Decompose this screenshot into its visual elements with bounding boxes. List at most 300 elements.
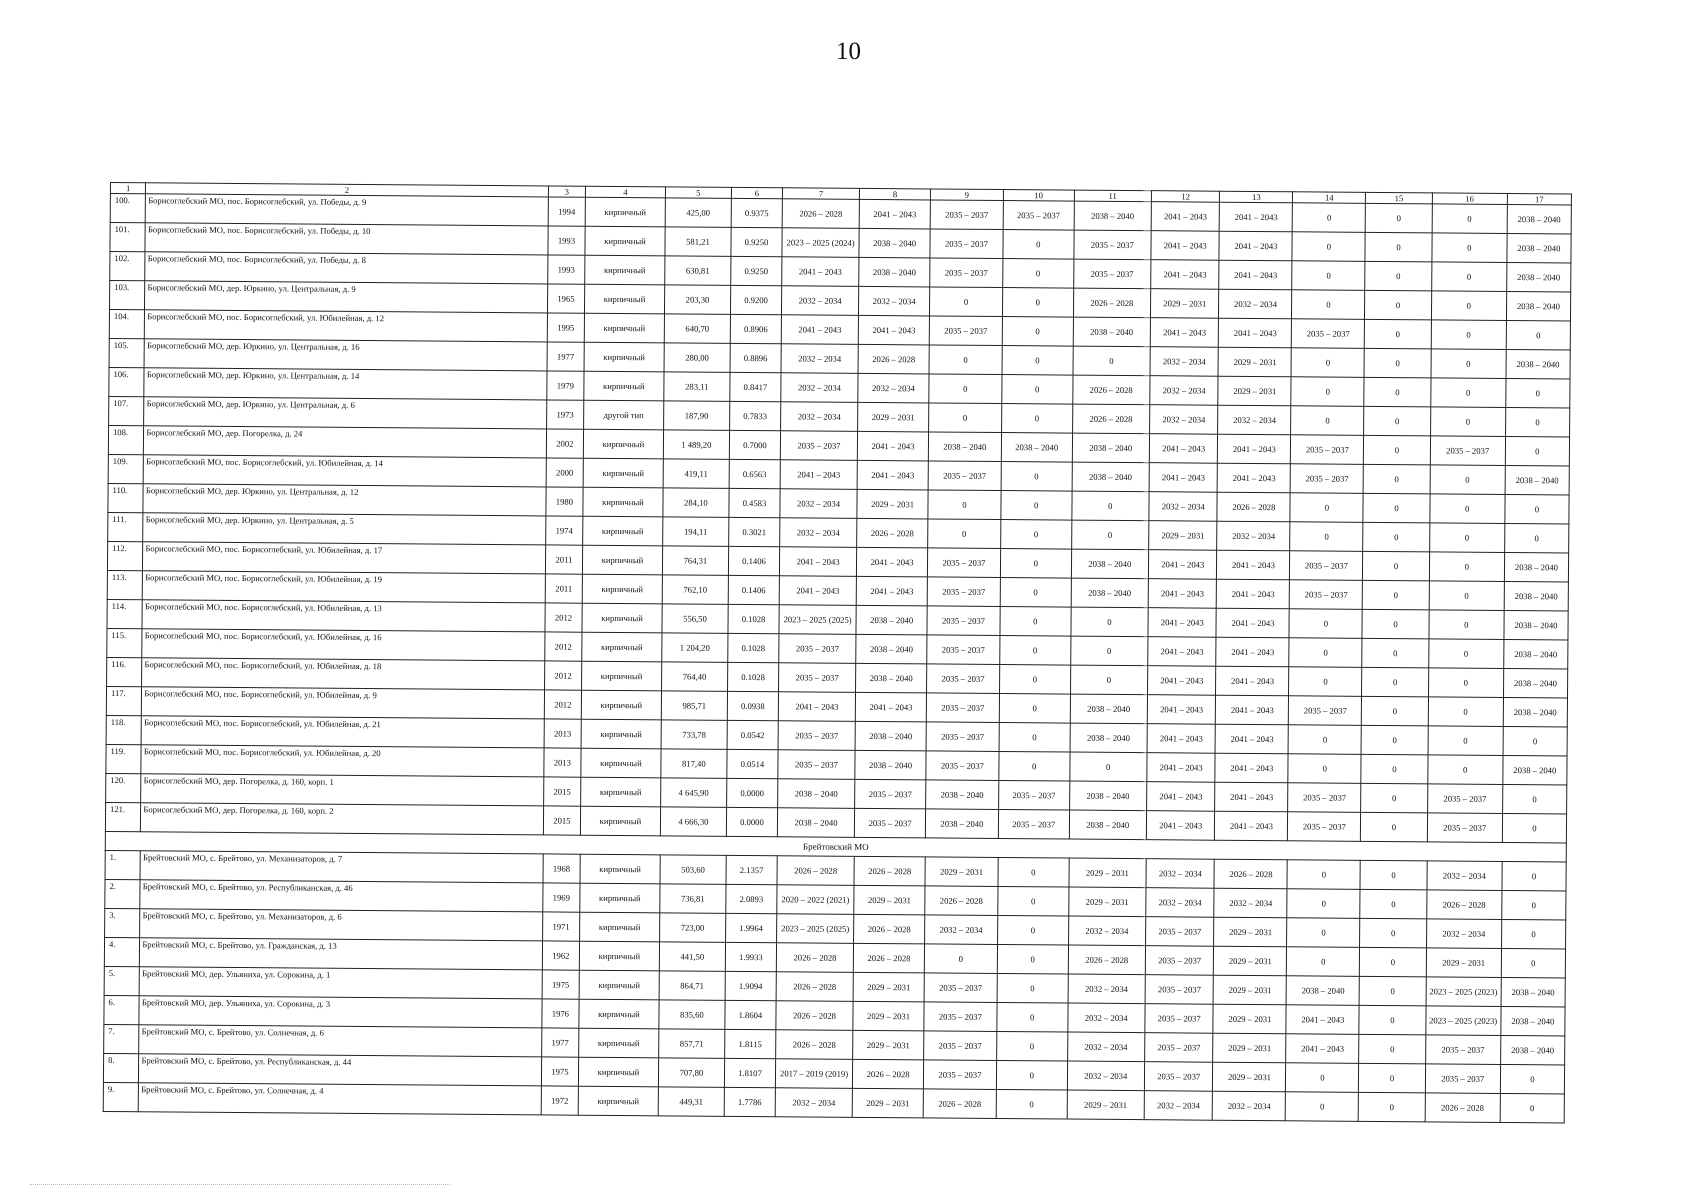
table-cell: 1 489,20 [663, 430, 730, 460]
table-cell: 2032 – 2034 [1067, 1003, 1145, 1033]
table-cell: 0 [999, 751, 1070, 781]
table-cell: 0.0542 [727, 720, 778, 749]
table-cell: 2032 – 2034 [1219, 289, 1292, 319]
table-cell: 0 [1429, 523, 1504, 553]
table-cell: 1973 [546, 400, 584, 429]
table-cell: 0 [1287, 889, 1360, 919]
row-number-cell: 2. [105, 879, 141, 908]
row-number-cell: 118. [106, 715, 142, 744]
row-number-cell: 107. [109, 396, 145, 425]
table-cell: 2026 – 2028 [776, 972, 854, 1002]
table-cell: 2041 – 2043 [859, 199, 930, 229]
table-cell: 2035 – 2037 [1291, 464, 1364, 494]
table-cell: 2038 – 2040 [1503, 697, 1567, 727]
scan-artifact-line [30, 1184, 450, 1185]
table-cell: 0 [1359, 1005, 1426, 1035]
table-cell: 1977 [547, 342, 585, 371]
table-cell: 1971 [542, 912, 580, 941]
table-cell: 0 [1000, 607, 1071, 637]
table-cell: 2029 – 2031 [1214, 975, 1287, 1005]
column-header: 14 [1293, 192, 1366, 204]
table-cell: 0.9250 [731, 256, 782, 285]
table-cell: кирпичный [581, 806, 661, 836]
table-cell: 0 [1073, 346, 1151, 376]
table-cell: 2029 – 2031 [1218, 376, 1291, 406]
table-cell: 2026 – 2028 [854, 914, 925, 944]
table-cell: 0 [1000, 636, 1071, 666]
table-cell: кирпичный [584, 342, 664, 372]
table-cell: кирпичный [582, 574, 662, 604]
table-cell: 425,00 [665, 198, 732, 228]
table-cell: 2035 – 2037 [855, 779, 926, 809]
table-cell: 2038 – 2040 [1001, 433, 1072, 463]
table-cell: 1979 [546, 371, 584, 400]
table-cell: 2032 – 2034 [781, 373, 859, 403]
table-cell: 0 [1430, 378, 1505, 408]
table-cell: 2035 – 2037 [1145, 975, 1214, 1005]
table-cell: 2029 – 2031 [1067, 1090, 1145, 1120]
table-cell: 2013 [543, 748, 581, 777]
table-cell: 2032 – 2034 [1214, 888, 1287, 918]
row-number-cell: 119. [106, 744, 142, 773]
table-cell: 0 [997, 944, 1068, 974]
table-cell: 2041 – 2043 [1216, 724, 1289, 754]
table-cell: 0 [1428, 697, 1503, 727]
table-cell: 0 [1430, 465, 1505, 495]
table-cell: 2038 – 2040 [777, 779, 855, 809]
row-number-cell: 101. [110, 223, 146, 252]
table-cell: 733,78 [661, 720, 728, 750]
table-cell: кирпичный [583, 516, 663, 546]
table-cell: 0 [1359, 1092, 1426, 1122]
row-number-cell: 9. [103, 1082, 139, 1111]
table-cell: 2041 – 2043 [1216, 666, 1289, 696]
table-cell: 2038 – 2040 [1501, 977, 1565, 1007]
table-cell: 2041 – 2043 [1151, 231, 1220, 261]
table-cell: 2035 – 2037 [927, 606, 1000, 636]
table-cell: 2032 – 2034 [1149, 492, 1218, 522]
table-cell: 2032 – 2034 [1144, 1091, 1213, 1121]
address-cell: Борисоглебский МО, пос. Борисоглебский, ул. Победы, д. 10 [145, 223, 547, 255]
table-cell: 2032 – 2034 [781, 286, 859, 316]
table-cell: 0 [1001, 520, 1072, 550]
row-number-cell: 115. [107, 628, 143, 657]
table-cell: 503,60 [660, 855, 727, 885]
table-cell: 2041 – 2043 [1216, 695, 1289, 725]
table-cell: 2041 – 2043 [1219, 231, 1292, 261]
table-cell: 764,31 [662, 546, 729, 576]
table-cell: 2041 – 2043 [1215, 782, 1288, 812]
table-cell: 0 [929, 345, 1002, 375]
table-cell: 0.0000 [727, 778, 778, 807]
table-cell: 2041 – 2043 [1220, 202, 1293, 232]
table-cell: 2035 – 2037 [930, 258, 1003, 288]
table-cell: 0 [1431, 291, 1506, 321]
table-cell: 2041 – 2043 [1286, 1005, 1359, 1035]
table-cell: 0.3021 [729, 517, 780, 546]
table-body-borisoglebsky [105, 194, 1571, 843]
table-cell: 283,11 [664, 372, 731, 402]
table-cell: 2041 – 2043 [1148, 608, 1217, 638]
table-cell: 2041 – 2043 [778, 692, 856, 722]
row-number-cell: 104. [109, 310, 145, 339]
table-cell: 0 [1001, 491, 1072, 521]
table-cell: 0.1406 [728, 546, 779, 575]
table-cell: 0 [1363, 551, 1430, 581]
table-cell: 1975 [542, 970, 580, 999]
table-cell: 2026 – 2028 [1068, 945, 1146, 975]
table-cell: 2038 – 2040 [1072, 433, 1150, 463]
table-cell: 284,10 [663, 488, 730, 518]
column-header: 10 [1003, 190, 1074, 202]
table-cell: 2032 – 2034 [780, 489, 858, 519]
table-cell: 2038 – 2040 [1507, 233, 1571, 263]
table-cell: 2032 – 2034 [1068, 916, 1146, 946]
table-cell: 2023 – 2025 (2024) [782, 228, 860, 258]
address-cell: Борисоглебский МО, пос. Борисоглебский, ул. Юбилейная, д. 18 [142, 658, 544, 690]
table-cell: 0 [1289, 609, 1362, 639]
table-cell: кирпичный [579, 1057, 659, 1087]
table-cell: 449,31 [658, 1087, 725, 1117]
table-cell: 1968 [543, 854, 581, 883]
column-header: 9 [930, 189, 1003, 201]
table-cell: 2032 – 2034 [1146, 859, 1215, 889]
row-number-cell: 106. [109, 367, 145, 396]
row-number-cell: 121. [105, 802, 141, 831]
address-cell: Брейтовский МО, с. Брейтово, ул. Гражданская, д. 13 [140, 938, 542, 970]
table-cell: 1 204,20 [661, 633, 728, 663]
address-cell: Брейтовский МО, дер. Ульяниха, ул. Сорокина, д. 3 [139, 996, 541, 1028]
table-cell: 0 [1428, 668, 1503, 698]
table-cell: 2029 – 2031 [1213, 1004, 1286, 1034]
table-cell: кирпичный [581, 719, 661, 749]
table-cell: 2026 – 2028 [857, 518, 928, 548]
address-cell: Брейтовский МО, с. Брейтово, ул. Республиканская, д. 44 [139, 1054, 541, 1086]
table-cell: 2038 – 2040 [855, 721, 926, 751]
table-cell: 2035 – 2037 [1289, 696, 1362, 726]
table-cell: 2041 – 2043 [1219, 260, 1292, 290]
table-cell: 2041 – 2043 [1218, 463, 1291, 493]
table-cell: 0 [997, 973, 1068, 1003]
table-cell: 2035 – 2037 [928, 461, 1001, 491]
table-cell: 2038 – 2040 [859, 228, 930, 258]
table-cell: 0 [1429, 610, 1504, 640]
table-cell: 0 [1002, 317, 1073, 347]
table-cell: 0 [1359, 976, 1426, 1006]
column-header: 12 [1151, 191, 1220, 203]
row-number-cell: 105. [109, 338, 145, 367]
table-cell: 2038 – 2040 [928, 432, 1001, 462]
table-cell: 2029 – 2031 [1069, 858, 1147, 888]
table-cell: 2038 – 2040 [1070, 723, 1148, 753]
table-cell: 0 [1071, 607, 1149, 637]
table-cell: 2013 [544, 719, 582, 748]
table-cell: 0 [998, 857, 1069, 887]
table-cell: 1993 [547, 255, 585, 284]
address-cell: Борисоглебский МО, пос. Борисоглебский, ул. Победы, д. 9 [146, 194, 548, 226]
table-cell: 0.4583 [729, 488, 780, 517]
table-cell: 2035 – 2037 [929, 316, 1002, 346]
address-cell: Борисоглебский МО, пос. Борисоглебский, ул. Юбилейная, д. 13 [142, 600, 544, 632]
table-cell: 0 [1288, 725, 1361, 755]
row-number-cell: 112. [107, 541, 143, 570]
table-cell: 2035 – 2037 [780, 431, 858, 461]
table-cell: 0 [1363, 522, 1430, 552]
table-cell: 2038 – 2040 [1069, 781, 1147, 811]
table-cell: 0 [1365, 232, 1432, 262]
table-cell: 203,30 [664, 285, 731, 315]
table-cell: 1.9964 [726, 913, 777, 942]
column-header: 6 [731, 187, 782, 198]
row-number-cell: 117. [106, 686, 142, 715]
table-cell: 2041 – 2043 [781, 315, 859, 345]
table-cell: 0.8906 [730, 314, 781, 343]
table-cell: 2015 [543, 806, 581, 835]
table-cell: 2035 – 2037 [1288, 783, 1361, 813]
table-cell: 2035 – 2037 [1430, 436, 1505, 466]
table-cell: 0 [1501, 919, 1565, 949]
table-cell: 2026 – 2028 [923, 1089, 996, 1119]
table-cell: 2026 – 2028 [925, 886, 998, 916]
address-cell: Борисоглебский МО, пос. Борисоглебский, ул. Юбилейная, д. 14 [143, 455, 545, 487]
table-cell: 2035 – 2037 [778, 721, 856, 751]
column-header: 11 [1074, 190, 1151, 202]
column-header: 7 [782, 188, 859, 200]
address-cell: Борисоглебский МО, дер. Юркино, ул. Центральная, д. 14 [144, 368, 546, 400]
table-cell: 2023 – 2025 (2023) [1426, 977, 1501, 1007]
table-cell: 2038 – 2040 [1072, 462, 1150, 492]
table-cell: 556,50 [662, 604, 729, 634]
table-cell: 0 [1429, 581, 1504, 611]
table-cell: 2.1357 [726, 855, 777, 884]
table-cell: 0 [1292, 232, 1365, 262]
table-cell: 2029 – 2031 [1214, 946, 1287, 976]
table-cell: 2041 – 2043 [1146, 811, 1215, 841]
table-cell: 0 [996, 1060, 1067, 1090]
table-cell: 2026 – 2028 [1073, 288, 1151, 318]
table-cell: кирпичный [584, 313, 664, 343]
table-cell: 2032 – 2034 [1213, 1091, 1286, 1121]
table-cell: 0 [1361, 812, 1428, 842]
table-cell: 2041 – 2043 [1215, 811, 1288, 841]
table-cell: 2038 – 2040 [777, 808, 855, 838]
table-cell: 2038 – 2040 [1503, 755, 1567, 785]
table-cell: кирпичный [585, 284, 665, 314]
table-cell: 0 [1361, 754, 1428, 784]
table-cell: 2032 – 2034 [1218, 405, 1291, 435]
table-cell: 0 [1292, 290, 1365, 320]
table-cell: 2029 – 2031 [853, 972, 924, 1002]
table-cell: 2032 – 2034 [1150, 405, 1219, 435]
table-cell: 2026 – 2028 [854, 856, 925, 886]
table-cell: кирпичный [585, 197, 665, 227]
table-cell: 2026 – 2028 [777, 856, 855, 886]
table-cell: 2029 – 2031 [1214, 917, 1287, 947]
table-cell: 2035 – 2037 [923, 1060, 996, 1090]
table-cell: 0.1028 [728, 633, 779, 662]
table-cell: 857,71 [658, 1029, 725, 1059]
table-cell: 1.8115 [725, 1029, 776, 1058]
table-cell: 2038 – 2040 [1073, 317, 1151, 347]
table-cell: 0 [1428, 639, 1503, 669]
table-cell: 2038 – 2040 [1074, 201, 1152, 231]
table-cell: 0 [1364, 435, 1431, 465]
table-cell: 1969 [542, 883, 580, 912]
address-cell: Брейтовский МО, с. Брейтово, ул. Солнечная, д. 6 [139, 1025, 541, 1057]
table-cell: 2035 – 2037 [1145, 946, 1214, 976]
table-cell: 0 [1506, 378, 1570, 408]
table-cell: 0 [1288, 754, 1361, 784]
table-cell: 2026 – 2028 [776, 1001, 854, 1031]
table-cell: 1976 [541, 999, 579, 1028]
table-cell: 2029 – 2031 [1150, 289, 1219, 319]
table-cell: 2041 – 2043 [858, 315, 929, 345]
row-number-cell: 103. [109, 281, 145, 310]
table-cell: 0 [1505, 494, 1569, 524]
table-cell: 1994 [548, 197, 586, 226]
table-cell: 0 [997, 1031, 1068, 1061]
table-cell: 2032 – 2034 [1068, 974, 1146, 1004]
table-cell: 2035 – 2037 [924, 1031, 997, 1061]
table-cell: 0.8417 [730, 372, 781, 401]
table-cell: 2000 [546, 458, 584, 487]
table-cell: 0 [928, 490, 1001, 520]
table-cell: 1.9094 [725, 971, 776, 1000]
table-cell: 2035 – 2037 [1145, 1033, 1214, 1063]
address-cell: Борисоглебский МО, пос. Борисоглебский, ул. Юбилейная, д. 21 [141, 716, 543, 748]
table-cell: 0 [1291, 377, 1364, 407]
table-cell: 2023 – 2025 (2025) [779, 605, 857, 635]
table-cell: 1962 [542, 941, 580, 970]
table-cell: 2035 – 2037 [779, 634, 857, 664]
table-cell: 2032 – 2034 [1427, 861, 1502, 891]
table-cell: 1974 [545, 516, 583, 545]
table-cell: 2038 – 2040 [1504, 552, 1568, 582]
table-cell: 723,00 [659, 913, 726, 943]
table-cell: 0 [929, 374, 1002, 404]
row-number-cell: 3. [105, 908, 141, 937]
table-cell: кирпичный [580, 912, 660, 942]
column-header: 2 [146, 183, 548, 197]
table-cell: 0.0938 [727, 691, 778, 720]
table-cell: 0 [997, 1002, 1068, 1032]
table-cell: 0 [999, 694, 1070, 724]
table-cell: 0 [1430, 494, 1505, 524]
table-cell: 2035 – 2037 [1425, 1064, 1500, 1094]
table-cell: 0 [1001, 462, 1072, 492]
table-cell: 0 [1002, 288, 1073, 318]
table-cell: 0 [1363, 493, 1430, 523]
table-cell: 2035 – 2037 [1427, 813, 1502, 843]
table-cell: 0 [1504, 523, 1568, 553]
table-cell: 0 [1427, 755, 1502, 785]
table-cell: 0.9375 [731, 198, 782, 227]
table-cell: 0.7833 [730, 401, 781, 430]
table-cell: 2035 – 2037 [1291, 435, 1364, 465]
table-cell: 0.1028 [728, 662, 779, 691]
table-cell: 0 [1360, 889, 1427, 919]
table-cell: другой тип [584, 400, 664, 430]
table-cell: 0 [1431, 349, 1506, 379]
table-cell: 2038 – 2040 [856, 663, 927, 693]
table-cell: 2041 – 2043 [1151, 260, 1220, 290]
table-cell: 2038 – 2040 [1506, 291, 1570, 321]
table-cell: 0.1028 [728, 604, 779, 633]
table-cell: 2032 – 2034 [775, 1088, 853, 1118]
address-cell: Борисоглебский МО, пос. Борисоглебский, ул. Победы, д. 8 [145, 252, 547, 284]
row-number-cell: 114. [107, 599, 143, 628]
table-cell: 2038 – 2040 [856, 634, 927, 664]
table-cell: 2041 – 2043 [1215, 753, 1288, 783]
table-cell: 0 [1360, 860, 1427, 890]
address-cell: Борисоглебский МО, дер. Погорелка, д. 160, корп. 1 [141, 774, 543, 806]
column-header: 4 [586, 186, 666, 198]
table-cell: 2035 – 2037 [930, 229, 1003, 259]
table-cell: 2029 – 2031 [853, 1001, 924, 1031]
table-cell: 2020 – 2022 (2021) [777, 885, 855, 915]
table-cell: 2041 – 2043 [1147, 753, 1216, 783]
table-cell: 0 [1503, 726, 1567, 756]
table-cell: 2038 – 2040 [1070, 694, 1148, 724]
table-cell: 0 [1502, 890, 1566, 920]
table-cell: 2041 – 2043 [1219, 318, 1292, 348]
table-cell: 4 666,30 [660, 807, 727, 837]
table-cell: 0 [1502, 784, 1566, 814]
table-cell: 1975 [541, 1057, 579, 1086]
table-cell: 0 [1069, 752, 1147, 782]
table-cell: 2035 – 2037 [1290, 551, 1363, 581]
table-cell: 2029 – 2031 [852, 1088, 923, 1118]
table-cell: 864,71 [659, 971, 726, 1001]
table-cell: 2035 – 2037 [1146, 917, 1215, 947]
table-cell: 985,71 [661, 691, 728, 721]
table-cell: 280,00 [664, 343, 731, 373]
table-cell: 2035 – 2037 [998, 780, 1069, 810]
address-cell: Брейтовский МО, с. Брейтово, ул. Механизаторов, д. 6 [140, 909, 542, 941]
table-cell: 2032 – 2034 [1067, 1032, 1145, 1062]
table-cell: 2032 – 2034 [1217, 521, 1290, 551]
row-number-cell: 120. [106, 773, 142, 802]
table-cell: 2035 – 2037 [998, 809, 1069, 839]
table-cell: 0 [1365, 290, 1432, 320]
table-cell: 2041 – 2043 [1148, 550, 1217, 580]
table-cell: 2041 – 2043 [1216, 608, 1289, 638]
row-number-cell: 5. [104, 966, 140, 995]
table-cell: 0 [999, 665, 1070, 695]
address-cell: Борисоглебский МО, пос. Борисоглебский, ул. Юбилейная, д. 16 [142, 629, 544, 661]
table-cell: 817,40 [661, 749, 728, 779]
table-cell: 0 [1287, 860, 1360, 890]
table-cell: 1965 [547, 284, 585, 313]
table-cell: кирпичный [584, 371, 664, 401]
table-cell: 194,11 [662, 517, 729, 547]
table-cell: кирпичный [581, 748, 661, 778]
table-cell: 762,10 [662, 575, 729, 605]
table-cell: 0.9200 [731, 285, 782, 314]
table-cell: 2035 – 2037 [1144, 1062, 1213, 1092]
table-cell: 2041 – 2043 [1149, 434, 1218, 464]
table-cell: 2032 – 2034 [1426, 919, 1501, 949]
table-cell: 2029 – 2031 [1218, 347, 1291, 377]
table-cell: 2035 – 2037 [1425, 1035, 1500, 1065]
table-cell: 0 [1365, 319, 1432, 349]
table-cell: 2032 – 2034 [1150, 376, 1219, 406]
table-cell: 0 [1359, 1063, 1426, 1093]
table-cell: 2029 – 2031 [1213, 1062, 1286, 1092]
table-cell: 0 [1071, 491, 1149, 521]
table-cell: 2026 – 2028 [1425, 1093, 1500, 1123]
table-cell: 0.1406 [728, 575, 779, 604]
